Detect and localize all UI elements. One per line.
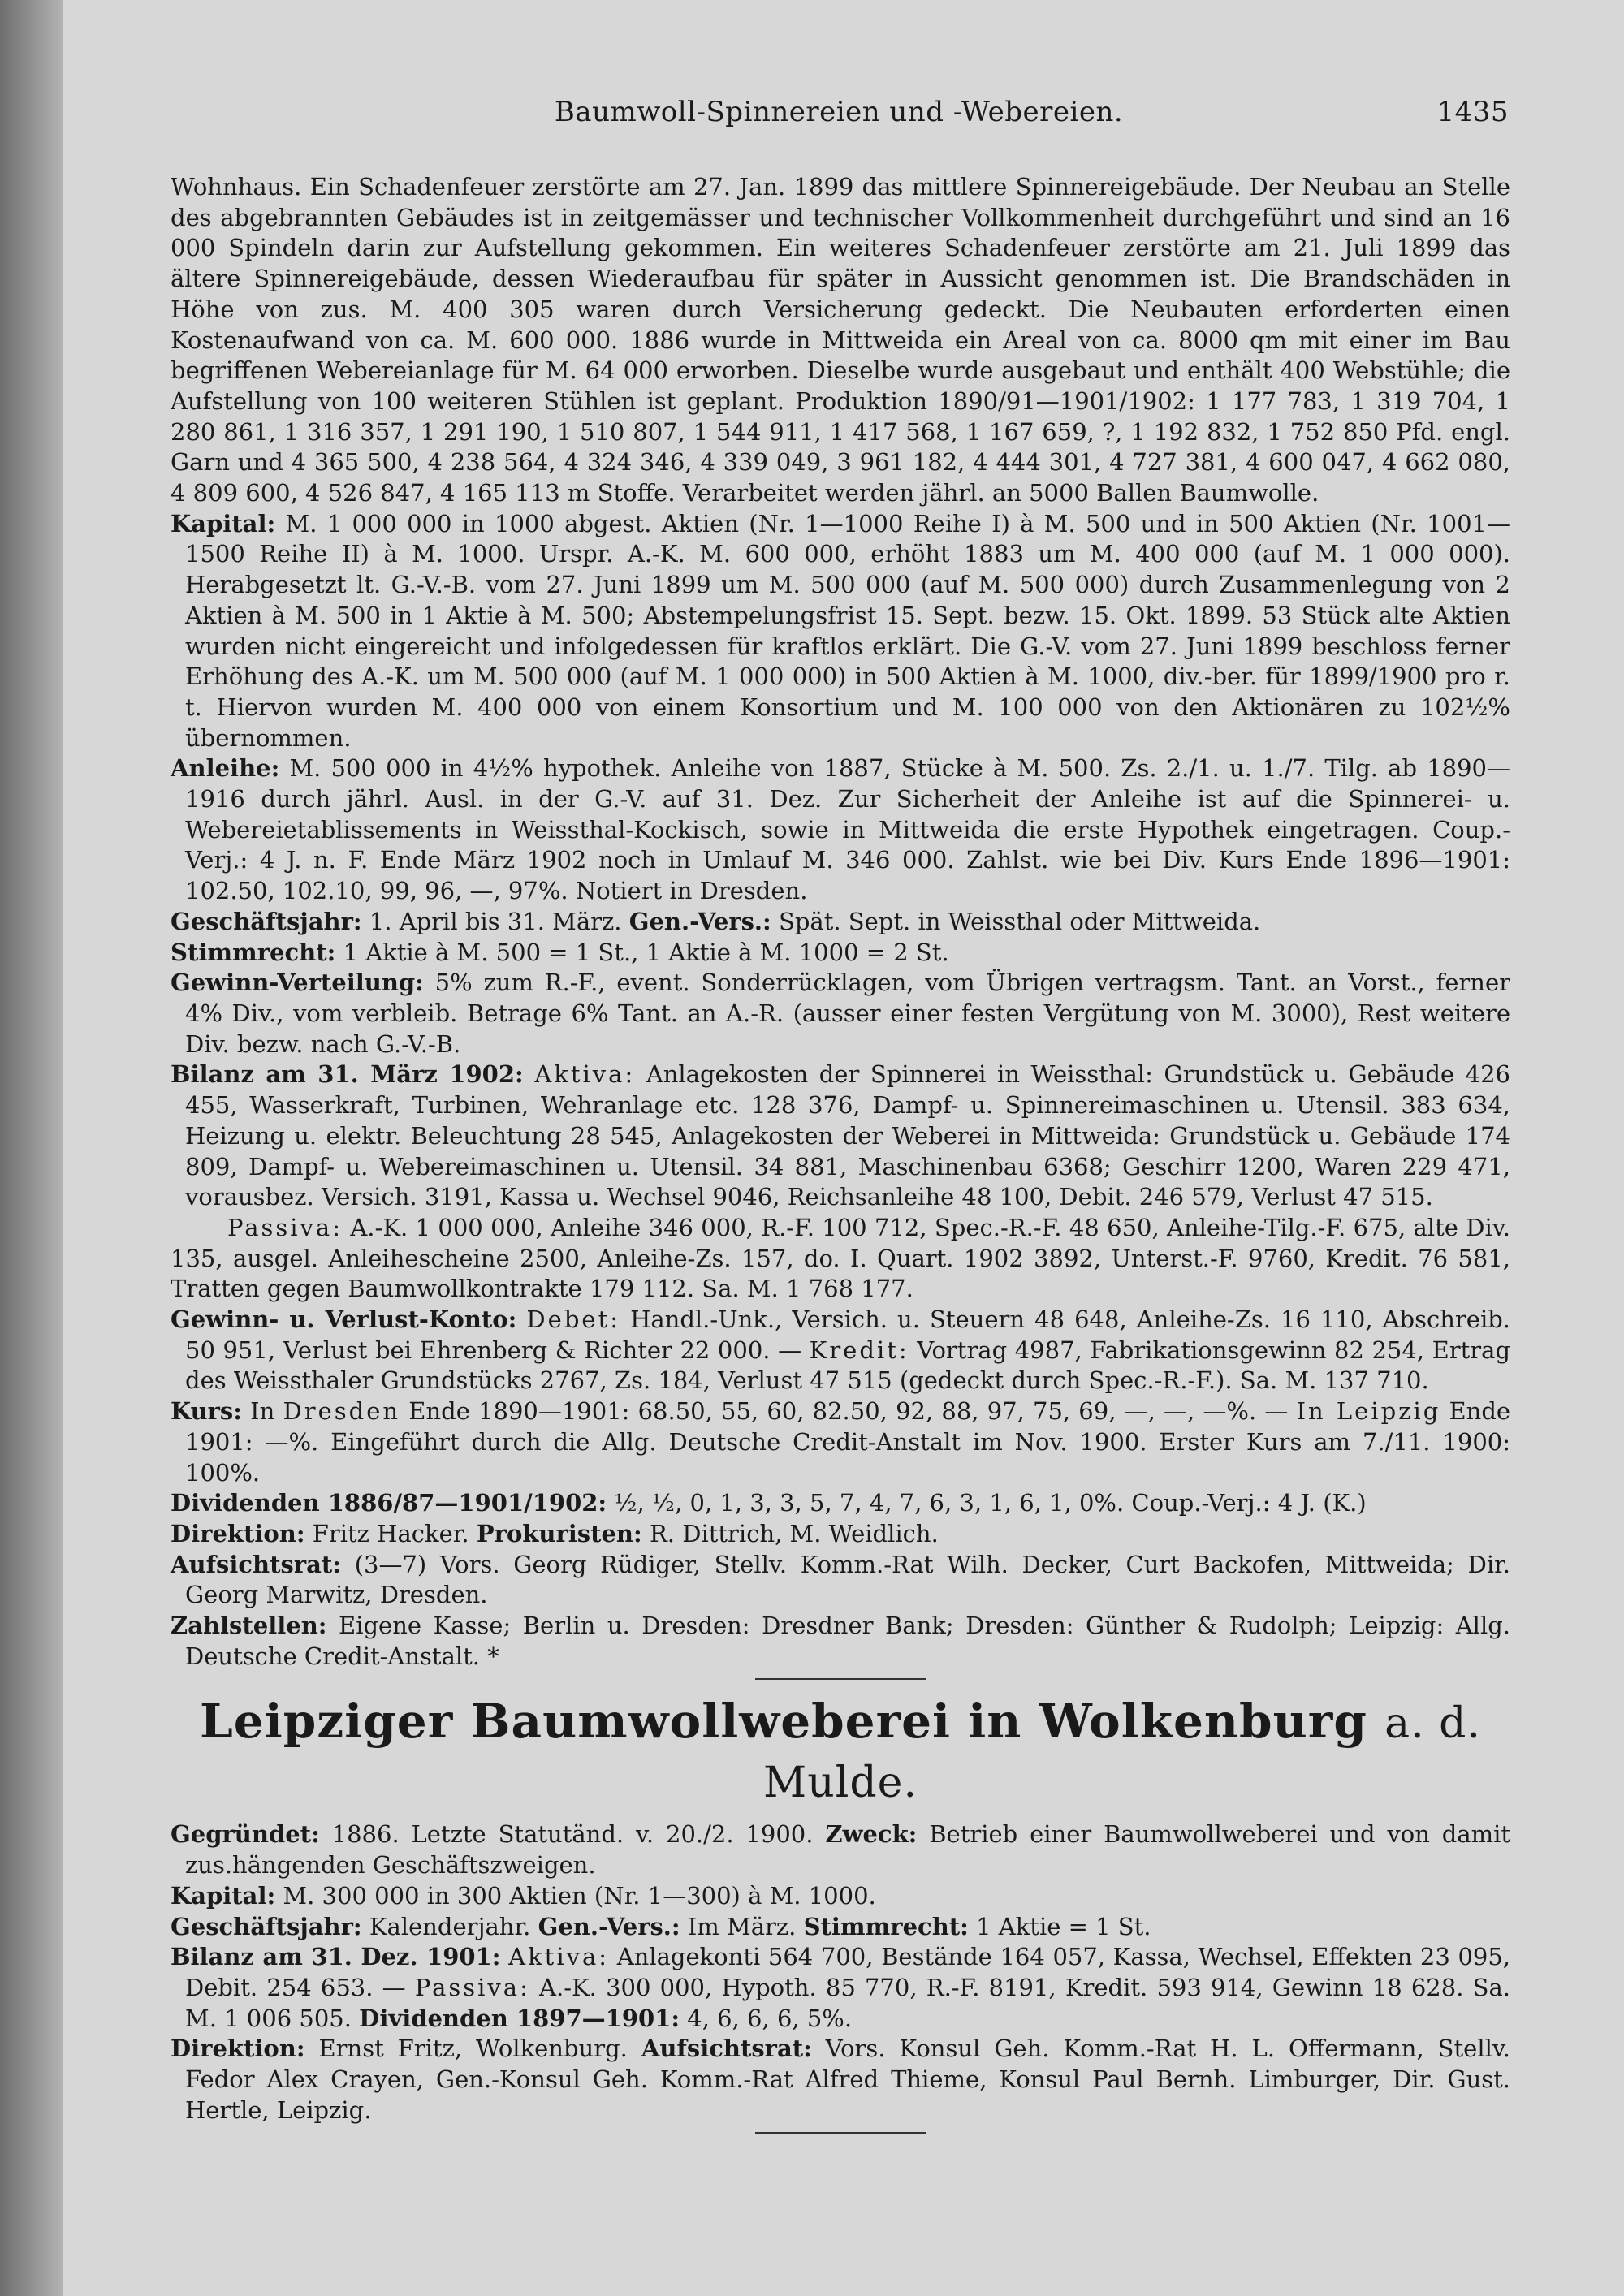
gewinnverteilung-label: Gewinn-Verteilung: bbox=[171, 969, 424, 997]
kredit-text: Vortrag 4987, Fabrikationsgewinn 82 254, Ertrag des Weissthaler Grundstücks 2767, Zs. 184, Verlust 47 515 (gedeckt durch Spec.-R.-F.). Sa. M. 137 710. bbox=[185, 1336, 1511, 1395]
prokuristen-label: Prokuristen: bbox=[476, 1519, 642, 1547]
direktion2-label: Direktion: bbox=[171, 2035, 305, 2063]
passiva2-text: A.-K. 300 000, Hypoth. 85 770, R.-F. 8191, Kredit. 593 914, Gewinn 18 628. Sa. M. 1 006 505. bbox=[185, 1973, 1511, 2032]
zahlstellen-section bbox=[171, 1611, 1510, 1672]
kurs-text-leipzig: Ende 1901: —%. Eingeführt durch die Allg. Deutsche Credit-Anstalt im Nov. 1900. Erster Kurs am 7./11. 1900: 100%. bbox=[185, 1397, 1511, 1487]
kapital-text: M. 1 000 000 in 1000 abgest. Aktien (Nr. 1—1000 Reihe I) à M. 500 und in 500 Aktien (Nr. 1001—1500 Reihe II) à M. 1000. Urspr. A.-K. M. 600 000, erhöht 1883 um M. 400 000 (auf M. 1 000 000). Herabgesetzt lt. G.-V.-B. vom 27. Juni 1899 um M. 500 000 (auf M. 500 000) durch Zusammenlegung von 2 Aktien à M. 500 in 1 Aktie à M. 500; Abstempelungsfrist 15. Sept. bezw. 15. Okt. 1899. 53 Stück alte Aktien wurden nicht eingereicht und infolgedessen für kraftlos erklärt. Die G.-V. vom 27. Juni 1899 beschloss ferner Erhöhung des A.-K. um M. 500 000 (auf M. 1 000 000) in 500 Aktien à M. 1000, div.-ber. für 1899/1900 pro r. t. Hiervon wurden M. 400 000 von einem Konsortium und M. 100 000 von den Aktionären zu 102½% übernommen. bbox=[185, 509, 1510, 752]
entry-leipziger-baumwollweberei bbox=[171, 1693, 1510, 2126]
anleihe-section bbox=[171, 753, 1510, 907]
dividenden-label: Dividenden 1886/87—1901/1902: bbox=[171, 1489, 607, 1517]
aufsichtsrat2-label: Aufsichtsrat: bbox=[641, 2035, 812, 2063]
geschaeftsjahr-text: 1. April bis 31. März. bbox=[369, 907, 622, 935]
genvers-text: Spät. Sept. in Weissthal oder Mittweida. bbox=[778, 907, 1261, 935]
zweck-text: Betrieb einer Baumwollweberei und von damit zus.hängenden Geschäftszweigen. bbox=[185, 1820, 1511, 1880]
kurs-in: In bbox=[250, 1397, 275, 1426]
zahlstellen-label: Zahlstellen: bbox=[171, 1612, 327, 1640]
debet-text: Handl.-Unk., Versich. u. Steuern 48 648, Anleihe-Zs. 16 110, Abschreib. 50 951, Verlust bei Ehrenberg & Richter 22 000. — bbox=[185, 1306, 1511, 1364]
zahlstellen-text: Eigene Kasse; Berlin u. Dresden: Dresdner Bank; Dresden: Günther & Rudolph; Leipzig: Allg. Deutsche Credit-Anstalt. * bbox=[185, 1612, 1511, 1670]
genvers2-text: Im März. bbox=[687, 1912, 797, 1940]
kurs-text-dresden: Ende 1890—1901: 68.50, 55, 60, 82.50, 92, 88, 97, 75, 69, —, —, —%. — bbox=[408, 1397, 1289, 1426]
bilanz-label: Bilanz am 31. März 1902: bbox=[171, 1060, 524, 1089]
dividenden-section bbox=[171, 1488, 1510, 1519]
stimmrecht2-label: Stimmrecht: bbox=[803, 1912, 969, 1940]
aufsichtsrat-label: Aufsichtsrat: bbox=[171, 1550, 342, 1578]
aktiva-text: Anlagekosten der Spinnerei in Weissthal: Grundstück u. Gebäude 426 455, Wasserkraft, Turbinen, Wehranlage etc. 128 376, Dampf- u. Spinnereimaschinen u. Utensil. 383 634, Heizung u. elektr. Beleuchtung 28 545, Anlagekosten der Weberei in Mittweida: Grundstück u. Gebäude 174 809, Dampf- u. Webereimaschinen u. Utensil. 34 881, Maschinenbau 6368; Geschirr 1200, Waren 229 471, vorausbez. Versich. 3191, Kassa u. Wechsel 9046, Reichsanleihe 48 100, Debit. 246 579, Verlust 47 515. bbox=[185, 1060, 1511, 1211]
geschaeftsjahr2-section bbox=[171, 1912, 1510, 1943]
stimmrecht-label: Stimmrecht: bbox=[171, 938, 336, 966]
genvers2-label: Gen.-Vers.: bbox=[538, 1912, 680, 1940]
company-location: a. d. Mulde. bbox=[763, 1699, 1481, 1808]
kapital2-label: Kapital: bbox=[171, 1881, 276, 1910]
aufsichtsrat-text: (3—7) Vors. Georg Rüdiger, Stellv. Komm.-Rat Wilh. Decker, Curt Backofen, Mittweida; Dir. Georg Marwitz, Dresden. bbox=[185, 1550, 1510, 1609]
company-name: Leipziger Baumwollweberei in Wolkenburg bbox=[200, 1694, 1367, 1750]
direktion-label: Direktion: bbox=[171, 1519, 305, 1547]
genvers-label: Gen.-Vers.: bbox=[628, 907, 771, 935]
aktiva2-word: Aktiva: bbox=[508, 1943, 610, 1971]
passiva-word: Passiva: bbox=[227, 1213, 343, 1241]
geschaeftsjahr-section bbox=[171, 907, 1510, 938]
document-page bbox=[63, 0, 1624, 2296]
aktiva-word: Aktiva: bbox=[534, 1060, 636, 1089]
page-body bbox=[171, 172, 1510, 2147]
dividenden2-label: Dividenden 1897—1901: bbox=[359, 2004, 680, 2032]
aufsichtsrat-section bbox=[171, 1550, 1510, 1611]
direktion-text: Fritz Hacker. bbox=[312, 1519, 469, 1547]
passiva-text: A.-K. 1 000 000, Anleihe 346 000, R.-F. 100 712, Spec.-R.-F. 48 650, Anleihe-Tilg.-F. 675, alte Div. 135, ausgel. Anleihescheine 2500, Anleihe-Zs. 157, do. I. Quart. 1902 3892, Unterst.-F. 9760, Kredit. 76 581, Tratten gegen Baumwollkontrakte 179 112. Sa. M. 1 768 177. bbox=[171, 1213, 1510, 1303]
direktion2-text: Ernst Fritz, Wolkenburg. bbox=[318, 2035, 628, 2063]
stimmrecht-section bbox=[171, 938, 1510, 969]
entry-intro-paragraph: Wohnhaus. Ein Schadenfeuer zerstörte am 27. Jan. 1899 das mittlere Spinnereigebäude. Der Neubau an Stelle des abgebrannten Gebäudes ist in zeitgemässer und technischer Vollkommenheit durchgeführt und sind an 16 000 Spindeln darin zur Aufstellung gekommen. Ein weiteres Schadenfeuer zerstörte am 21. Juli 1899 das ältere Spinnereigebäude, dessen Wiederaufbau für später in Aussicht genommen ist. Die Brandschäden in Höhe von zus. M. 400 305 waren durch Versicherung gedeckt. Die Neubauten erforderten einen Kostenaufwand von ca. M. 600 000. 1886 wurde in Mittweida ein Areal von ca. 8000 qm mit einer im Bau begriffenen Webereianlage für M. 64 000 erworben. Dieselbe wurde ausgebaut und enthält 400 Webstühle; die Aufstellung von 100 weiteren Stühlen ist geplant. Produktion 1890/91—1901/1902: 1 177 783, 1 319 704, 1 280 861, 1 316 357, 1 291 190, 1 510 807, 1 544 911, 1 417 568, 1 167 659, ?, 1 192 832, 1 752 850 Pfd. engl. Garn und 4 365 500, 4 238 564, 4 324 346, 4 339 049, 3 961 182, 4 444 301, 4 727 381, 4 600 047, 4 662 080, 4 809 600, 4 526 847, 4 165 113 m Stoffe. Verarbeitet werden jährl. an 5000 Ballen Baumwolle. bbox=[171, 173, 1510, 507]
bilanz-section bbox=[171, 1060, 1510, 1213]
kapital-section bbox=[171, 509, 1510, 754]
dividenden2-text: 4, 6, 6, 6, 5%. bbox=[687, 2004, 853, 2032]
kapital2-section bbox=[171, 1881, 1510, 1912]
kurs-label: Kurs: bbox=[171, 1397, 242, 1426]
aufsichtsrat2-text: Vors. Konsul Geh. Komm.-Rat H. L. Offermann, Stellv. Fedor Alex Crayen, Gen.-Konsul Geh. Komm.-Rat Alfred Thieme, Konsul Paul Bernh. Limburger, Dir. Gust. Hertle, Leipzig. bbox=[185, 2035, 1511, 2124]
zweck-label: Zweck: bbox=[825, 1820, 918, 1849]
section-divider-bottom bbox=[755, 2132, 926, 2134]
stimmrecht2-text: 1 Aktie = 1 St. bbox=[976, 1912, 1151, 1940]
kurs-leipzig: In Leipzig bbox=[1296, 1397, 1441, 1426]
direktion2-section bbox=[171, 2034, 1510, 2126]
gegruendet-text: 1886. Letzte Statutänd. v. 20./2. 1900. bbox=[331, 1820, 814, 1849]
kurs-dresden: Dresden bbox=[283, 1397, 401, 1426]
company-title bbox=[171, 1693, 1510, 1811]
passiva2-word: Passiva: bbox=[414, 1973, 530, 2001]
gegruendet-section bbox=[171, 1819, 1510, 1880]
direktion-section bbox=[171, 1519, 1510, 1550]
anleihe-label: Anleihe: bbox=[171, 754, 280, 783]
entry-baumwoll-weissthal bbox=[171, 172, 1510, 1672]
gewinnverteilung-section bbox=[171, 968, 1510, 1060]
page-number: 1435 bbox=[1436, 96, 1509, 128]
stimmrecht-text: 1 Aktie à M. 500 = 1 St., 1 Aktie à M. 1000 = 2 St. bbox=[343, 938, 949, 966]
gvkonto-section bbox=[171, 1305, 1510, 1396]
gewinnverteilung-text: 5% zum R.-F., event. Sonderrücklagen, vom Übrigen vertragsm. Tant. an Vorst., ferner 4% Div., vom verbleib. Betrage 6% Tant. an A.-R. (ausser einer festen Vergütung von M. 3000), Rest weitere Div. bezw. nach G.-V.-B. bbox=[185, 969, 1511, 1058]
geschaeftsjahr2-label: Geschäftsjahr: bbox=[171, 1912, 362, 1940]
kapital-label: Kapital: bbox=[171, 509, 276, 537]
kurs-section bbox=[171, 1396, 1510, 1488]
page-header bbox=[169, 96, 1509, 136]
prokuristen-text: R. Dittrich, M. Weidlich. bbox=[649, 1519, 939, 1547]
aktiva2-text: Anlagekonti 564 700, Bestände 164 057, Kassa, Wechsel, Effekten 23 095, Debit. 254 653. — bbox=[185, 1943, 1511, 2001]
passiva-section bbox=[171, 1213, 1510, 1305]
bilanz2-section bbox=[171, 1942, 1510, 2034]
bilanz2-label: Bilanz am 31. Dez. 1901: bbox=[171, 1943, 501, 1971]
anleihe-text: M. 500 000 in 4½% hypothek. Anleihe von 1887, Stücke à M. 500. Zs. 2./1. u. 1./7. Tilg. ab 1890—1916 durch jährl. Ausl. in der G.-V. auf 31. Dez. Zur Sicherheit der Anleihe ist auf die Spinnerei- u. Webereietablissements in Weissthal-Kockisch, sowie in Mittweida die erste Hypothek eingetragen. Coup.-Verj.: 4 J. n. F. Ende März 1902 noch in Umlauf M. 346 000. Zahlst. wie bei Div. Kurs Ende 1896—1901: 102.50, 102.10, 99, 96, —, 97%. Notiert in Dresden. bbox=[185, 754, 1510, 905]
debet-word: Debet: bbox=[526, 1306, 620, 1334]
geschaeftsjahr2-text: Kalenderjahr. bbox=[369, 1912, 531, 1940]
section-divider bbox=[755, 1678, 926, 1680]
geschaeftsjahr-label: Geschäftsjahr: bbox=[171, 907, 362, 935]
running-title: Baumwoll-Spinnereien und -Webereien. bbox=[554, 96, 1124, 128]
kapital2-text: M. 300 000 in 300 Aktien (Nr. 1—300) à M. 1000. bbox=[283, 1881, 876, 1910]
gegruendet-label: Gegründet: bbox=[171, 1820, 320, 1849]
kredit-word: Kredit: bbox=[809, 1336, 909, 1364]
book-binding-edge bbox=[0, 0, 63, 2296]
dividenden-text: ½, ½, 0, 1, 3, 3, 5, 7, 4, 7, 6, 3, 1, 6, 1, 0%. Coup.-Verj.: 4 J. (K.) bbox=[614, 1489, 1367, 1517]
gvkonto-label: Gewinn- u. Verlust-Konto: bbox=[171, 1306, 517, 1334]
